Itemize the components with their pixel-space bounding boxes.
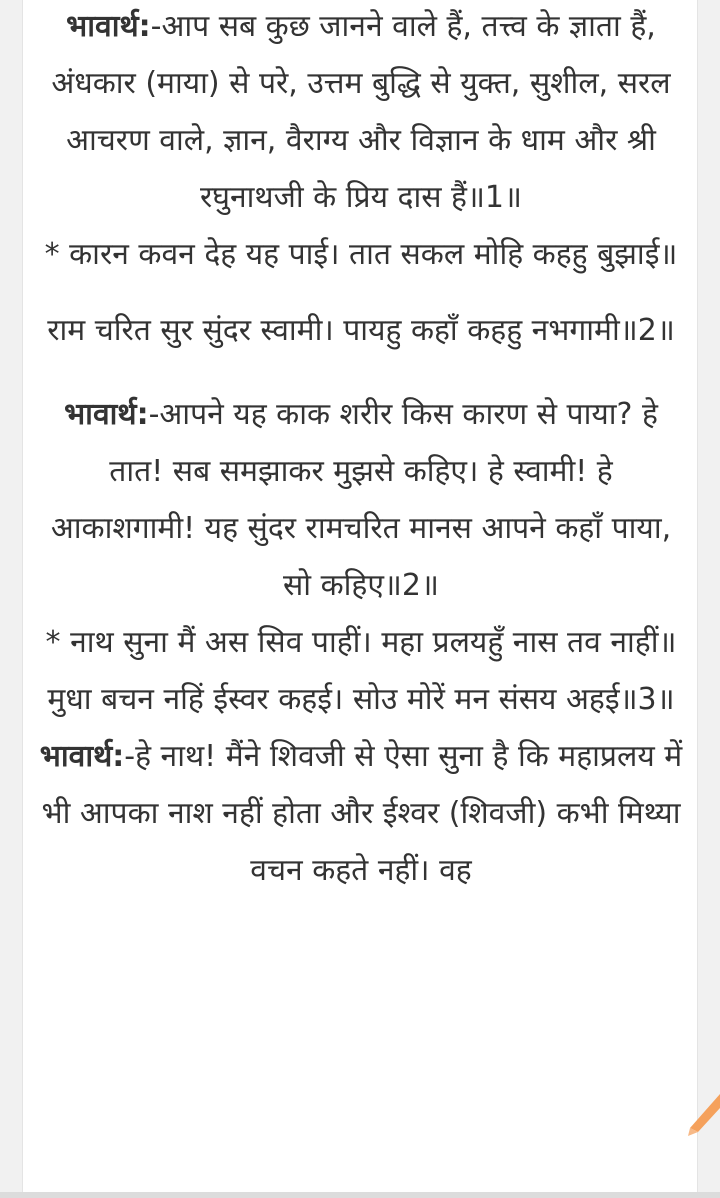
- meaning-text: -आप सब कुछ जानने वाले हैं, तत्त्व के ज्ञाता हैं, अंधकार (माया) से परे, उत्तम बुद्धि से युक्त, सुशील, सरल आचरण वाले, ज्ञान, वैराग्य और विज्ञान के धाम और श्री रघुनाथजी के प्रिय दास हैं॥1॥: [51, 9, 671, 215]
- meaning-paragraph: [23, 728, 699, 899]
- article-page: [22, 0, 698, 1192]
- bottom-edge: [0, 1192, 720, 1198]
- meaning-paragraph: [23, 0, 699, 226]
- verse-line: * कारन कवन देह यह पाई। तात सकल मोहि कहहु बुझाई॥: [44, 237, 678, 272]
- meaning-text: -आपने यह काक शरीर किस कारण से पाया? हे तात! सब समझाकर मुझसे कहिए। हे स्वामी! हे आकाशगामी! यह सुंदर रामचरित मानस आपने कहाँ पाया, सो कहिए॥2॥: [50, 397, 672, 603]
- meaning-label: भावार्थ:: [66, 9, 151, 44]
- meaning-paragraph: [23, 386, 699, 614]
- verse-line: राम चरित सुर सुंदर स्वामी। पायहु कहाँ कहहु नभगामी॥2॥: [47, 313, 675, 348]
- meaning-label: भावार्थ:: [39, 739, 125, 774]
- verse-line: * नाथ सुना मैं अस सिव पाहीं। महा प्रलयहुँ नास तव नाहीं॥: [45, 625, 677, 660]
- article-body: [23, 0, 699, 899]
- meaning-text: -हे नाथ! मैंने शिवजी से ऐसा सुना है कि महाप्रलय में भी आपका नाश नहीं होता और ईश्वर (शिवजी) कभी मिथ्या वचन कहते नहीं। वह: [41, 739, 683, 888]
- pencil-icon[interactable]: [686, 1088, 720, 1138]
- verse-line: मुधा बचन नहिं ईस्वर कहई। सोउ मोरें मन संसय अहई॥3॥: [47, 682, 675, 717]
- meaning-label: भावार्थ:: [64, 397, 149, 432]
